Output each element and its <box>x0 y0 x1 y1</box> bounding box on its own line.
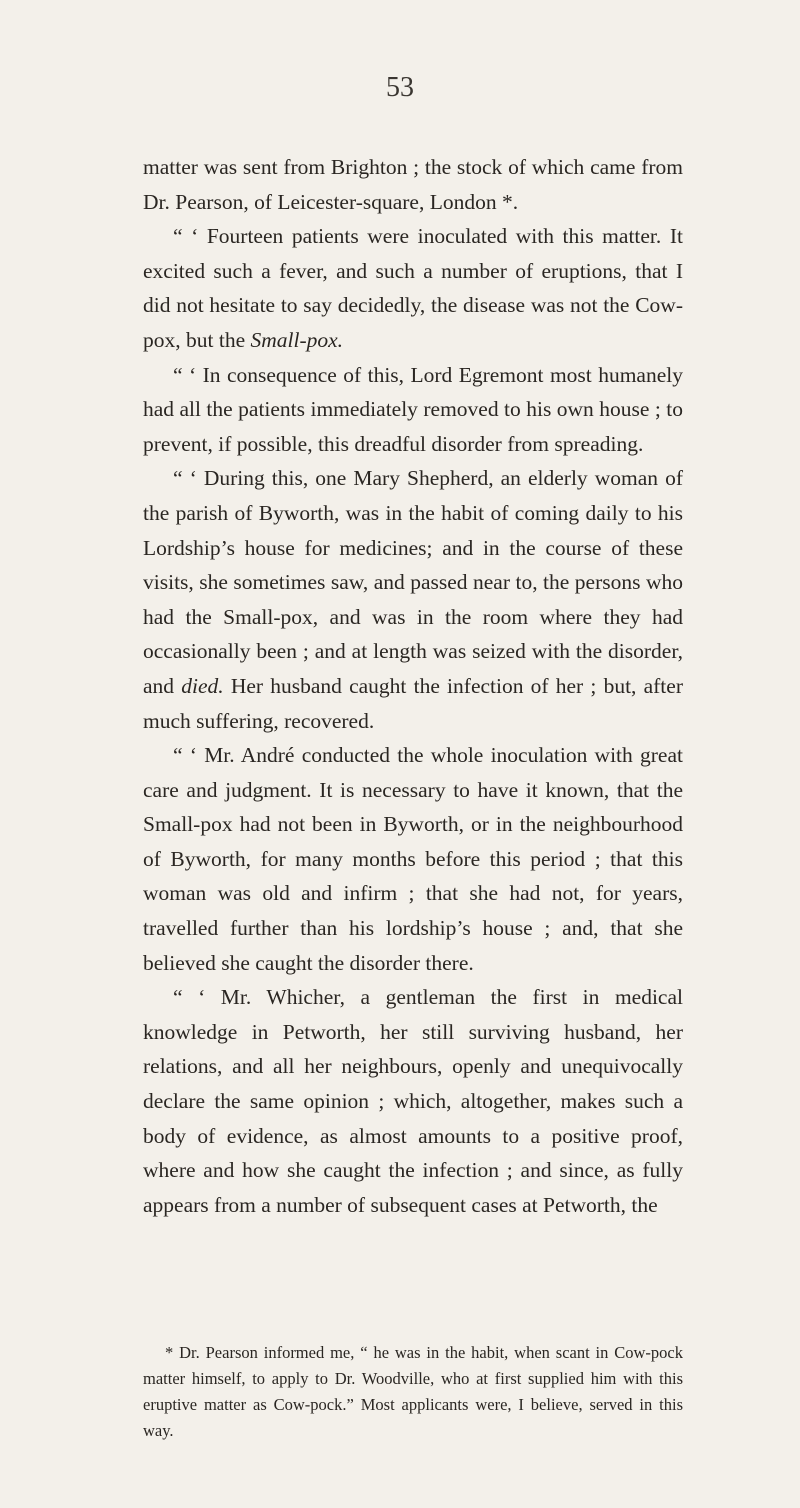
paragraph <box>143 738 683 980</box>
italic-text: died. <box>181 673 224 698</box>
paragraph <box>143 461 683 738</box>
paragraph <box>143 980 683 1222</box>
paragraph <box>143 358 683 462</box>
text-run: “ ‘ Mr. André conducted the whole inoculation with great care and judgment. It is necessary to have it known, that the Small-pox had not been in Byworth, or in the neighbourhood of Byworth, for many months before this period ; that this woman was old and infirm ; that she had not, for years, travelled further than his lordship’s house ; and, that she believed she caught the disorder there. <box>143 743 683 975</box>
text-run: Her husband caught the infection of her ; but, after much suffering, recovered. <box>143 673 683 733</box>
main-text <box>143 150 683 1222</box>
page-number: 53 <box>386 72 414 103</box>
paragraph <box>143 150 683 219</box>
footnote: * Dr. Pearson informed me, “ he was in the habit, when scant in Cow-pock matter himself, to apply to Dr. Woodville, who at first supplied him with this eruptive matter as Cow-pock.” Most applicants were, I believe, served in this way. <box>143 1343 683 1440</box>
text-run: “ ‘ During this, one Mary Shepherd, an elderly woman of the parish of Byworth, was in the habit of coming daily to his Lordship’s house for medicines; and in the course of these visits, she sometimes saw, and passed near to, the persons who had the Small-pox, and was in the room where they had occasionally been ; and at length was seized with the disorder, and <box>143 466 683 698</box>
text-run: “ ‘ Fourteen patients were inoculated with this matter. It excited such a fever, and such a number of eruptions, that I did not hesitate to say decidedly, the disease was not the Cow-pox, but the <box>143 224 683 352</box>
italic-text: Small-pox. <box>250 327 344 352</box>
text-run: “ ‘ Mr. Whicher, a gentleman the first in medical knowledge in Petworth, her still surviving husband, her relations, and all her neighbours, openly and unequivocally declare the same opinion ; which, altogether, makes such a body of evidence, as almost amounts to a positive proof, where and how she caught the infection ; and since, as fully appears from a number of subsequent cases at Petworth, the <box>143 985 683 1217</box>
text-run: “ ‘ In consequence of this, Lord Egremont most humanely had all the patients immediately removed to his own house ; to prevent, if possible, this dreadful disorder from spreading. <box>143 362 683 456</box>
text-run: matter was sent from Brighton ; the stock of which came from Dr. Pearson, of Leicester-square, London *. <box>143 155 683 214</box>
paragraph <box>143 219 683 357</box>
